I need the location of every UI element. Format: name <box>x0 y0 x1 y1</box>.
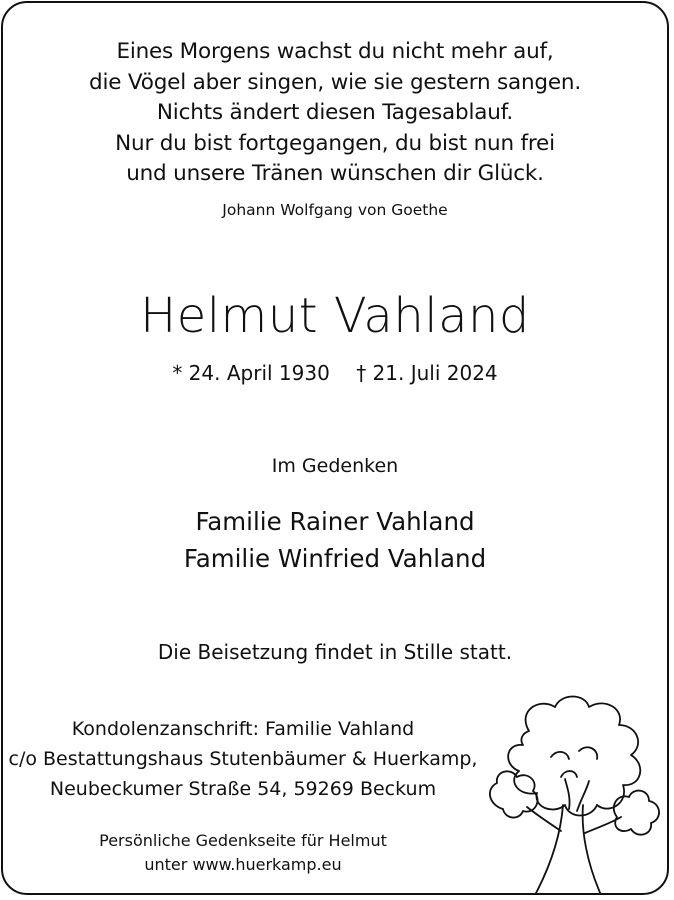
memorial-line: Persönliche Gedenkseite für Helmut <box>99 831 387 850</box>
address-line: c/o Bestattungshaus Stutenbäumer & Huerkamp, <box>8 748 478 770</box>
death-date: † 21. Juli 2024 <box>356 361 498 385</box>
family-name: Familie Winfried Vahland <box>183 544 487 573</box>
mourners-list <box>3 503 667 577</box>
tree-icon <box>469 691 669 895</box>
memorial-page-note <box>3 829 483 877</box>
poem-line: Nichts ändert diesen Tagesablauf. <box>156 100 514 125</box>
poem <box>3 37 667 190</box>
obituary-card <box>1 1 669 895</box>
address-line: Kondolenzanschrift: Familie Vahland <box>71 718 415 740</box>
condolence-address <box>3 714 483 804</box>
poem-line: Nur du bist fortgegangen, du bist nun frei <box>115 130 555 156</box>
poem-author: Johann Wolfgang von Goethe <box>222 201 448 219</box>
poem-line: Eines Morgens wachst du nicht mehr auf, <box>116 39 554 64</box>
address-line: Neubeckumer Straße 54, 59269 Beckum <box>49 778 437 800</box>
burial-note: Die Beisetzung findet in Stille statt. <box>157 640 513 664</box>
life-dates <box>3 361 667 385</box>
memorial-line: unter www.huerkamp.eu <box>144 855 342 874</box>
poem-line: und unsere Tränen wünschen dir Glück. <box>126 161 544 186</box>
poem-line: die Vögel aber singen, wie sie gestern sangen. <box>89 69 581 95</box>
deceased-name: Helmut Vahland <box>140 288 530 344</box>
family-name: Familie Rainer Vahland <box>195 507 475 536</box>
birth-date: * 24. April 1930 <box>172 361 330 385</box>
mourners-heading: Im Gedenken <box>271 455 399 477</box>
